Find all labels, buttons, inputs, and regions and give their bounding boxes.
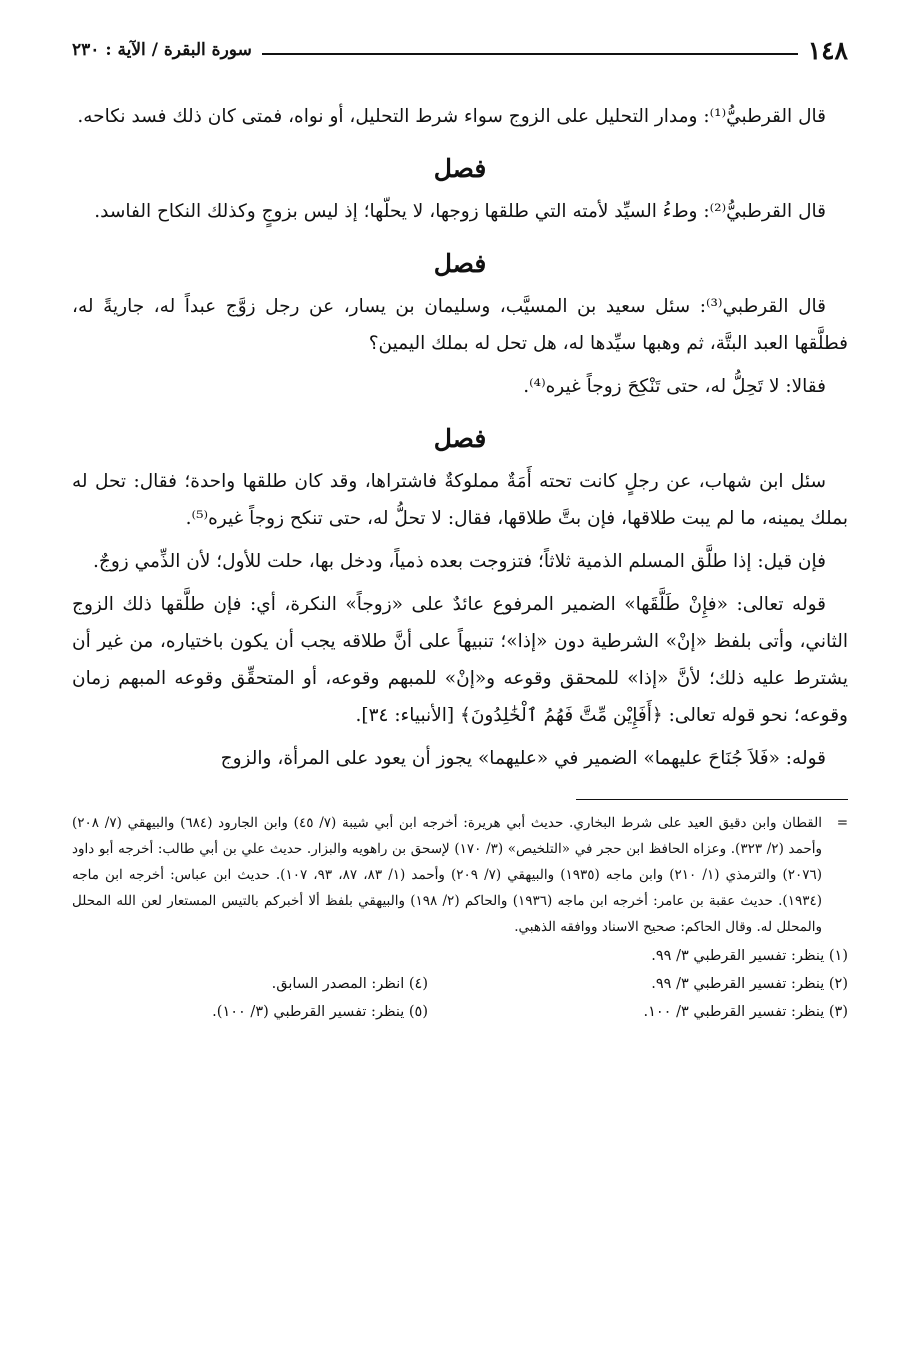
- footnote-4: (٤) انظر: المصدر السابق.: [271, 976, 428, 992]
- surah-title: سورة البقرة / الآية : ٢٣٠: [72, 40, 252, 60]
- footnote-5: (٥) ينظر: تفسير القرطبي (٣/ ١٠٠).: [212, 1004, 428, 1020]
- paragraph-1: قال القرطبيُّ⁽¹⁾: ومدار التحليل على الزوج سواء شرط التحليل، أو نواه، فمتى كان ذلك فسد نكاحه.: [77, 106, 826, 127]
- paragraph-5: سئل ابن شهاب، عن رجلٍ كانت تحته أَمَةٌ مملوكةٌ فاشتراها، وقد كان طلقها واحدة؛ فقال: تحل له بملك يمينه، ما لم يبت طلاقها، فإن بتَّ طلاقها، فقال: لا تحلُّ له، حتى تنكح زوجاً غيره⁽⁵⁾.: [72, 471, 848, 529]
- paragraph-3: قال القرطبي⁽³⁾: سئل سعيد بن المسيَّب، وسليمان بن يسار، عن رجل زوَّج عبداً له، جاريةً له، فطلَّقها العبد البتَّة، ثم وهبها سيِّدها له، هل تحل له بملك اليمين؟: [72, 296, 848, 354]
- paragraph-2: قال القرطبيُّ⁽²⁾: وطءُ السيِّد لأمته التي طلقها زوجها، لا يحلّها؛ إذ ليس بزوجٍ وكذلك النكاح الفاسد.: [94, 201, 826, 222]
- footnote-separator: [576, 799, 848, 800]
- header-rule: [262, 53, 798, 55]
- paragraph-7: قوله تعالى: «فإِنْ طَلَّقَها» الضمير المرفوع عائدٌ على «زوجاً» النكرة، أي: فإن طلَّقها ذلك الزوج الثاني، وأتى بلفظ «إنْ» الشرطية دون «إذا»؛ تنبيهاً على أنَّ طلاقه يجب أن يكون باختياره، من غير أن يشترط عليه ذلك؛ لأنَّ «إذا» للمحقق وقوعه و«إنْ» للمبهم وقوعه، أو المتحقِّق وقوعه المبهم زمان وقوعه؛ نحو قوله تعالى: ﴿أَفَإِيْن مِّتَّ فَهُمُ ٱلْخَٰلِدُونَ﴾ [الأنبياء: ٣٤].: [72, 594, 848, 726]
- main-text: [72, 98, 848, 777]
- section-heading-3: فصل: [433, 424, 487, 453]
- page-number: ١٤٨: [807, 35, 848, 65]
- running-header: [72, 30, 848, 70]
- footnote-row-2: [72, 970, 848, 998]
- paragraph-6: فإن قيل: إذا طلَّق المسلم الذمية ثلاثاً؛ فتزوجت بعده ذمياً، ودخل بها، حلت للأول؛ لأن الذِّمي زوجٌ.: [93, 551, 826, 572]
- footnote-2: (٢) ينظر: تفسير القرطبي ٣/ ٩٩.: [651, 976, 848, 992]
- paragraph-4: فقالا: لا تَحِلُّ له، حتى تَنْكِحَ زوجاً غيره⁽⁴⁾.: [523, 376, 826, 397]
- footnote-row-3: [72, 998, 848, 1026]
- book-page: [72, 30, 848, 1026]
- footnote-3: (٣) ينظر: تفسير القرطبي ٣/ ١٠٠.: [643, 1004, 848, 1020]
- continuation-mark: =: [836, 815, 848, 831]
- footnotes: [72, 942, 848, 1026]
- section-heading-2: فصل: [433, 249, 487, 278]
- footnote-1: (١) ينظر: تفسير القرطبي ٣/ ٩٩.: [651, 948, 848, 964]
- footnote-row-1: [72, 942, 848, 970]
- paragraph-8: قوله: «فَلاَ جُنَاحَ عليهما» الضمير في «عليهما» يجوز أن يعود على المرأة، والزوج: [220, 748, 826, 769]
- footnote-continuation: [72, 810, 848, 940]
- footnote-continuation-text: القطان وابن دقيق العيد على شرط البخاري. حديث أبي هريرة: أخرجه ابن أبي شيبة (٧/ ٤٥) وابن الجارود (٦٨٤) والبيهقي (٧/ ٢٠٨) وأحمد (٢/ ٣٢٣). وعزاه الحافظ ابن حجر في «التلخيص» (٣/ ١٧٠) لإسحق بن راهويه والبزار. حديث علي بن أبي طالب: أخرجه أبو داود (٢٠٧٦) والترمذي (١/ ٢١٠) وابن ماجه (١٩٣٥) والبيهقي (٧/ ٢٠٩) وأحمد (١/ ٨٣، ٨٧، ٩٣، ١٠٧). حديث ابن عباس: أخرجه ابن ماجه (١٩٣٤). حديث عقبة بن عامر: أخرجه ابن ماجه (١٩٣٦) والحاكم (٢/ ١٩٨) والبيهقي بلفظ ألا أخبركم بالتيس المستعار لعن الله المحلل والمحلل له. وقال الحاكم: صحيح الاسناد ووافقه الذهبي.: [72, 815, 823, 935]
- section-heading-1: فصل: [433, 154, 487, 183]
